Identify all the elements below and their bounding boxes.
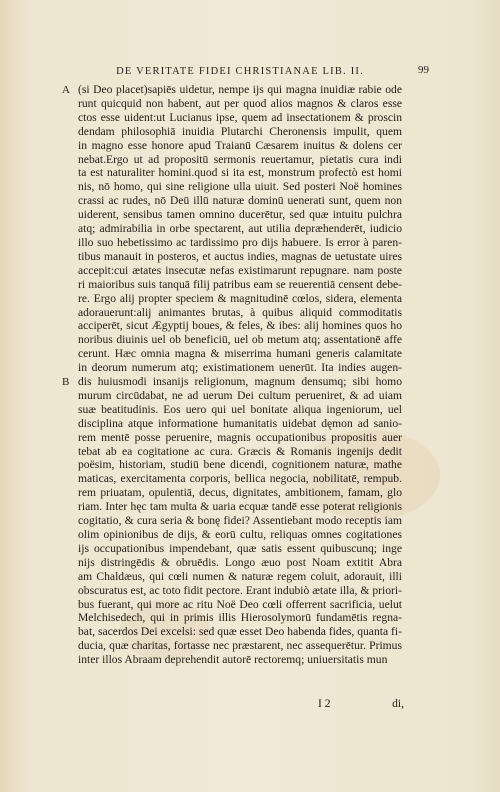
text-line: disciplina atque informatione humanitatis uidebat dęmon ad sanio- xyxy=(78,416,402,430)
text-line: acciperēt, sicut Ægyptij boues, & feles, & ibes: alij homines quos ho xyxy=(78,319,402,333)
text-line: olim opinionibus de dijs, & eorū cultu, reliquas omnes cogitationes xyxy=(78,528,402,541)
running-head: DE VERITATE FIDEI CHRISTIANAE LIB. II. xyxy=(116,66,364,77)
text-line: ta est naturaliter homini.quod si ita est, monstrum profectò est homi xyxy=(78,166,402,180)
text-line: adorauerunt:alij animantes brutas, à quibus aliquid commoditatis xyxy=(78,305,402,319)
text-line: riam. Inter hęc tam multa & uaria ecquæ tandē esse poterat religionis xyxy=(78,500,402,514)
text-line: cogitatio, & cura seria & bonę fidei? Assentiebant modo receptis iam xyxy=(78,514,402,528)
text-line: nis, nō homo, qui sine religione ulla uiuit. Sed posteri Noë homines xyxy=(78,180,402,194)
text-line: cerunt. Hæc omnia magna & miserrima humani generis calamitate xyxy=(78,347,402,361)
text-line: ri maioribus suis tanquā filij patribus eam se reuerentiā censent debe- xyxy=(78,277,402,291)
text-line: rem priuatam, opulentiā, decus, dignitates, ambitionem, famam, glo xyxy=(78,486,402,500)
text-line: in magno esse honore apud Traianū Cæsarem inuitus & dolens cer xyxy=(78,138,402,152)
text-line: crassi ac rudes, nō Deū illū naturæ dominū uenerati sunt, quem non xyxy=(78,194,402,208)
text-line: nebat.Ergo ut ad propositū sermonis reuertamur, pietatis cura indi xyxy=(78,152,402,166)
text-line: runt quicquid non habent, aut per quod alios magnos & claros esse xyxy=(78,96,402,110)
text-line: ducia, quæ charitas, fortasse nec præstarent, nec assequerētur. Primus xyxy=(78,639,402,653)
catchword: di, xyxy=(392,697,404,710)
text-line: in deorum numerum atq; existimationem uenerūt. Ita indies augen- xyxy=(78,361,402,375)
text-line: am Chaldæus, qui cœli numen & naturæ regem coluit, adorauit, illi xyxy=(78,569,402,583)
text-line: poësim, historiam, studiū bene dicendi, cognitionem naturæ, mathe xyxy=(78,458,402,472)
text-line: illo suo hebetissimo ac tardissimo pro dijs habuere. Is error à paren- xyxy=(78,235,402,249)
text-line: obscuratus est, ac toto fidit pectore. Erant indubiò ætate illa, & priori- xyxy=(78,583,402,597)
text-line: noribus diuinis uel ob beneficiū, uel ob metum atq; assentationē affe xyxy=(78,333,402,347)
text-line: (si Deo placet)sapiēs uidetur, nempe ijs qui magna inuidiæ rabie ode xyxy=(78,83,402,96)
text-line: maticas, exercitamenta corporis, bellica negocia, nobilitatē, rempub. xyxy=(78,472,402,486)
text-line: Melchisedech, qui in primis illis Hierosolymorū fundamētis regna- xyxy=(78,611,402,625)
text-line: tebat ab ea cogitatione ac cura. Græcis & Romanis ingenijs dedit xyxy=(78,444,402,458)
text-line: uiderent, sensibus tamen omnino ducerētur, sed quæ intuitu pulchra xyxy=(78,208,402,222)
text-line: atq; admirabilia in orbe spectarent, aut utilia depræhenderēt, iudicio xyxy=(78,222,402,236)
text-line: re. Ergo alij propter speciem & magnitudinē cœlos, sidera, elementa xyxy=(78,291,402,305)
text-line: suæ beatitudinis. Eos uero qui uel bonitate aliqua ingeniorum, uel xyxy=(78,402,402,416)
text-line: ctos esse uident:ut Lucianus ipse, quem ad insectationem & proscin xyxy=(78,110,402,124)
text-line: murum circūdabat, ne ad uerum Dei cultum perueniret, & ad uiam xyxy=(78,388,402,402)
text-line: nijs distringēdis & obruēdis. Longo æuo post Noam extitit Abra xyxy=(78,555,402,569)
body-text xyxy=(78,83,402,667)
margin-marker-a: A xyxy=(62,84,70,96)
text-line: ijs occupationibus impendebant, quæ satis essent quibuscunq; inge xyxy=(78,541,402,555)
text-line: inter illos Abraam deprehendit autorē rectoremq; uniuersitatis mun xyxy=(78,653,388,667)
text-line: rem mentē posse peruenire, magnis occupationibus propositis auer xyxy=(78,430,402,444)
text-line: accepit:cui ætates insecutæ nefas existimarunt repugnare. nam poste xyxy=(78,263,402,277)
page-footer xyxy=(318,697,404,710)
text-line: dendam philosophiā inuidia Plutarchi Cheronensis impulit, quem xyxy=(78,124,402,138)
text-line: bus fuerant, qui more ac ritu Noë Deo cœli offerrent sacrificia, uelut xyxy=(78,597,402,611)
signature-mark: I 2 xyxy=(318,697,331,710)
margin-marker-b: B xyxy=(62,376,70,388)
text-line: tibus manauit in posteros, et auctus indies, magnas de uetustate uires xyxy=(78,249,402,263)
text-line: bat, sacerdos Dei excelsi: sed quæ esset Deo habenda fides, quanta fi- xyxy=(78,625,402,639)
page-number: 99 xyxy=(418,64,429,76)
text-line: dis huiusmodi insanijs religionum, magnum densumq; sibi homo xyxy=(78,375,402,389)
